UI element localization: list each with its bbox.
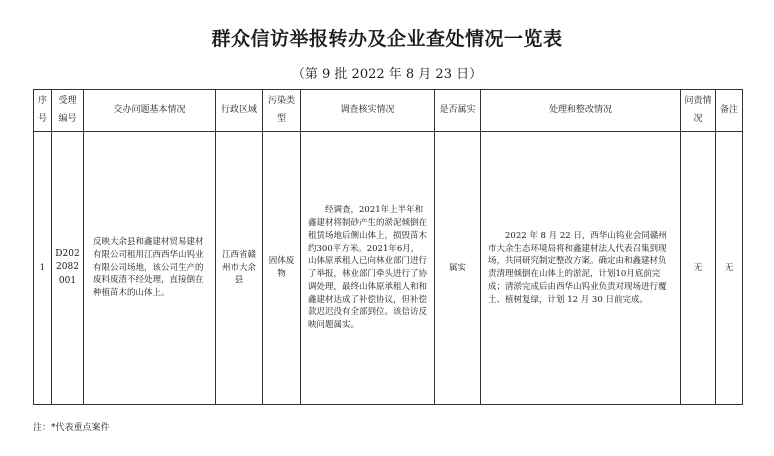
handling-text: 2022 年 8 月 22 日，西华山钨业会同赣州市大余生态环境局将和鑫建材法人代表召集到现场，共同研究制定整改方案。确定由和鑫建材负责清理倾倒在山体上的淤泥，计划10月底前完成；清淤完成后由西华山钨业负责对现场进行覆土、植树复绿，计划 12 月 30 日前完成。 <box>488 230 667 305</box>
page-title: 群众信访举报转办及企业查处情况一览表 <box>211 28 563 50</box>
batch-date-subtitle: （第 9 批 2022 年 8 月 23 日） <box>291 67 483 82</box>
footnote: 注：*代表重点案件 <box>33 423 110 433</box>
header-seq: 序号 <box>34 90 52 132</box>
cell-remarks: 无 <box>716 132 743 405</box>
cell-seq: 1 <box>34 132 52 405</box>
cell-id: D2022082001 <box>52 132 84 405</box>
header-investigation: 调查核实情况 <box>301 90 435 132</box>
cell-investigation <box>301 132 435 405</box>
header-region: 行政区域 <box>216 90 263 132</box>
complaints-table <box>33 89 743 405</box>
table-row <box>34 132 743 405</box>
table-header-row <box>34 90 743 132</box>
cell-pollution: 固体废物 <box>263 132 301 405</box>
investigation-text: 经调查，2021年上半年和鑫建材将制砂产生的淤泥倾倒在租赁场地后侧山体上，损毁苗木约300平方米。2021年6月，山体原承租人已向林业部门进行了举报，林业部门牵头进行了协调处理，最终山体原承租人和和鑫建材达成了补偿协议，但补偿款迟迟没有全部到位。该信访反映问题属实。 <box>308 205 428 330</box>
cell-issue <box>84 132 216 405</box>
issue-text: 反映大余县和鑫建材贸易建材有限公司租用江西西华山钨业有限公司场地，该公司生产的废料废渣不经处理，直接倒在种植苗木的山体上。 <box>93 237 204 299</box>
cell-verified: 属实 <box>435 132 481 405</box>
header-accountability: 问责情况 <box>681 90 716 132</box>
cell-region: 江西省赣州市大余县 <box>216 132 263 405</box>
cell-accountability: 无 <box>681 132 716 405</box>
header-issue: 交办问题基本情况 <box>84 90 216 132</box>
header-id: 受理编号 <box>52 90 84 132</box>
header-verified: 是否属实 <box>435 90 481 132</box>
header-pollution: 污染类型 <box>263 90 301 132</box>
cell-handling <box>481 132 681 405</box>
header-remarks: 备注 <box>716 90 743 132</box>
header-handling: 处理和整改情况 <box>481 90 681 132</box>
